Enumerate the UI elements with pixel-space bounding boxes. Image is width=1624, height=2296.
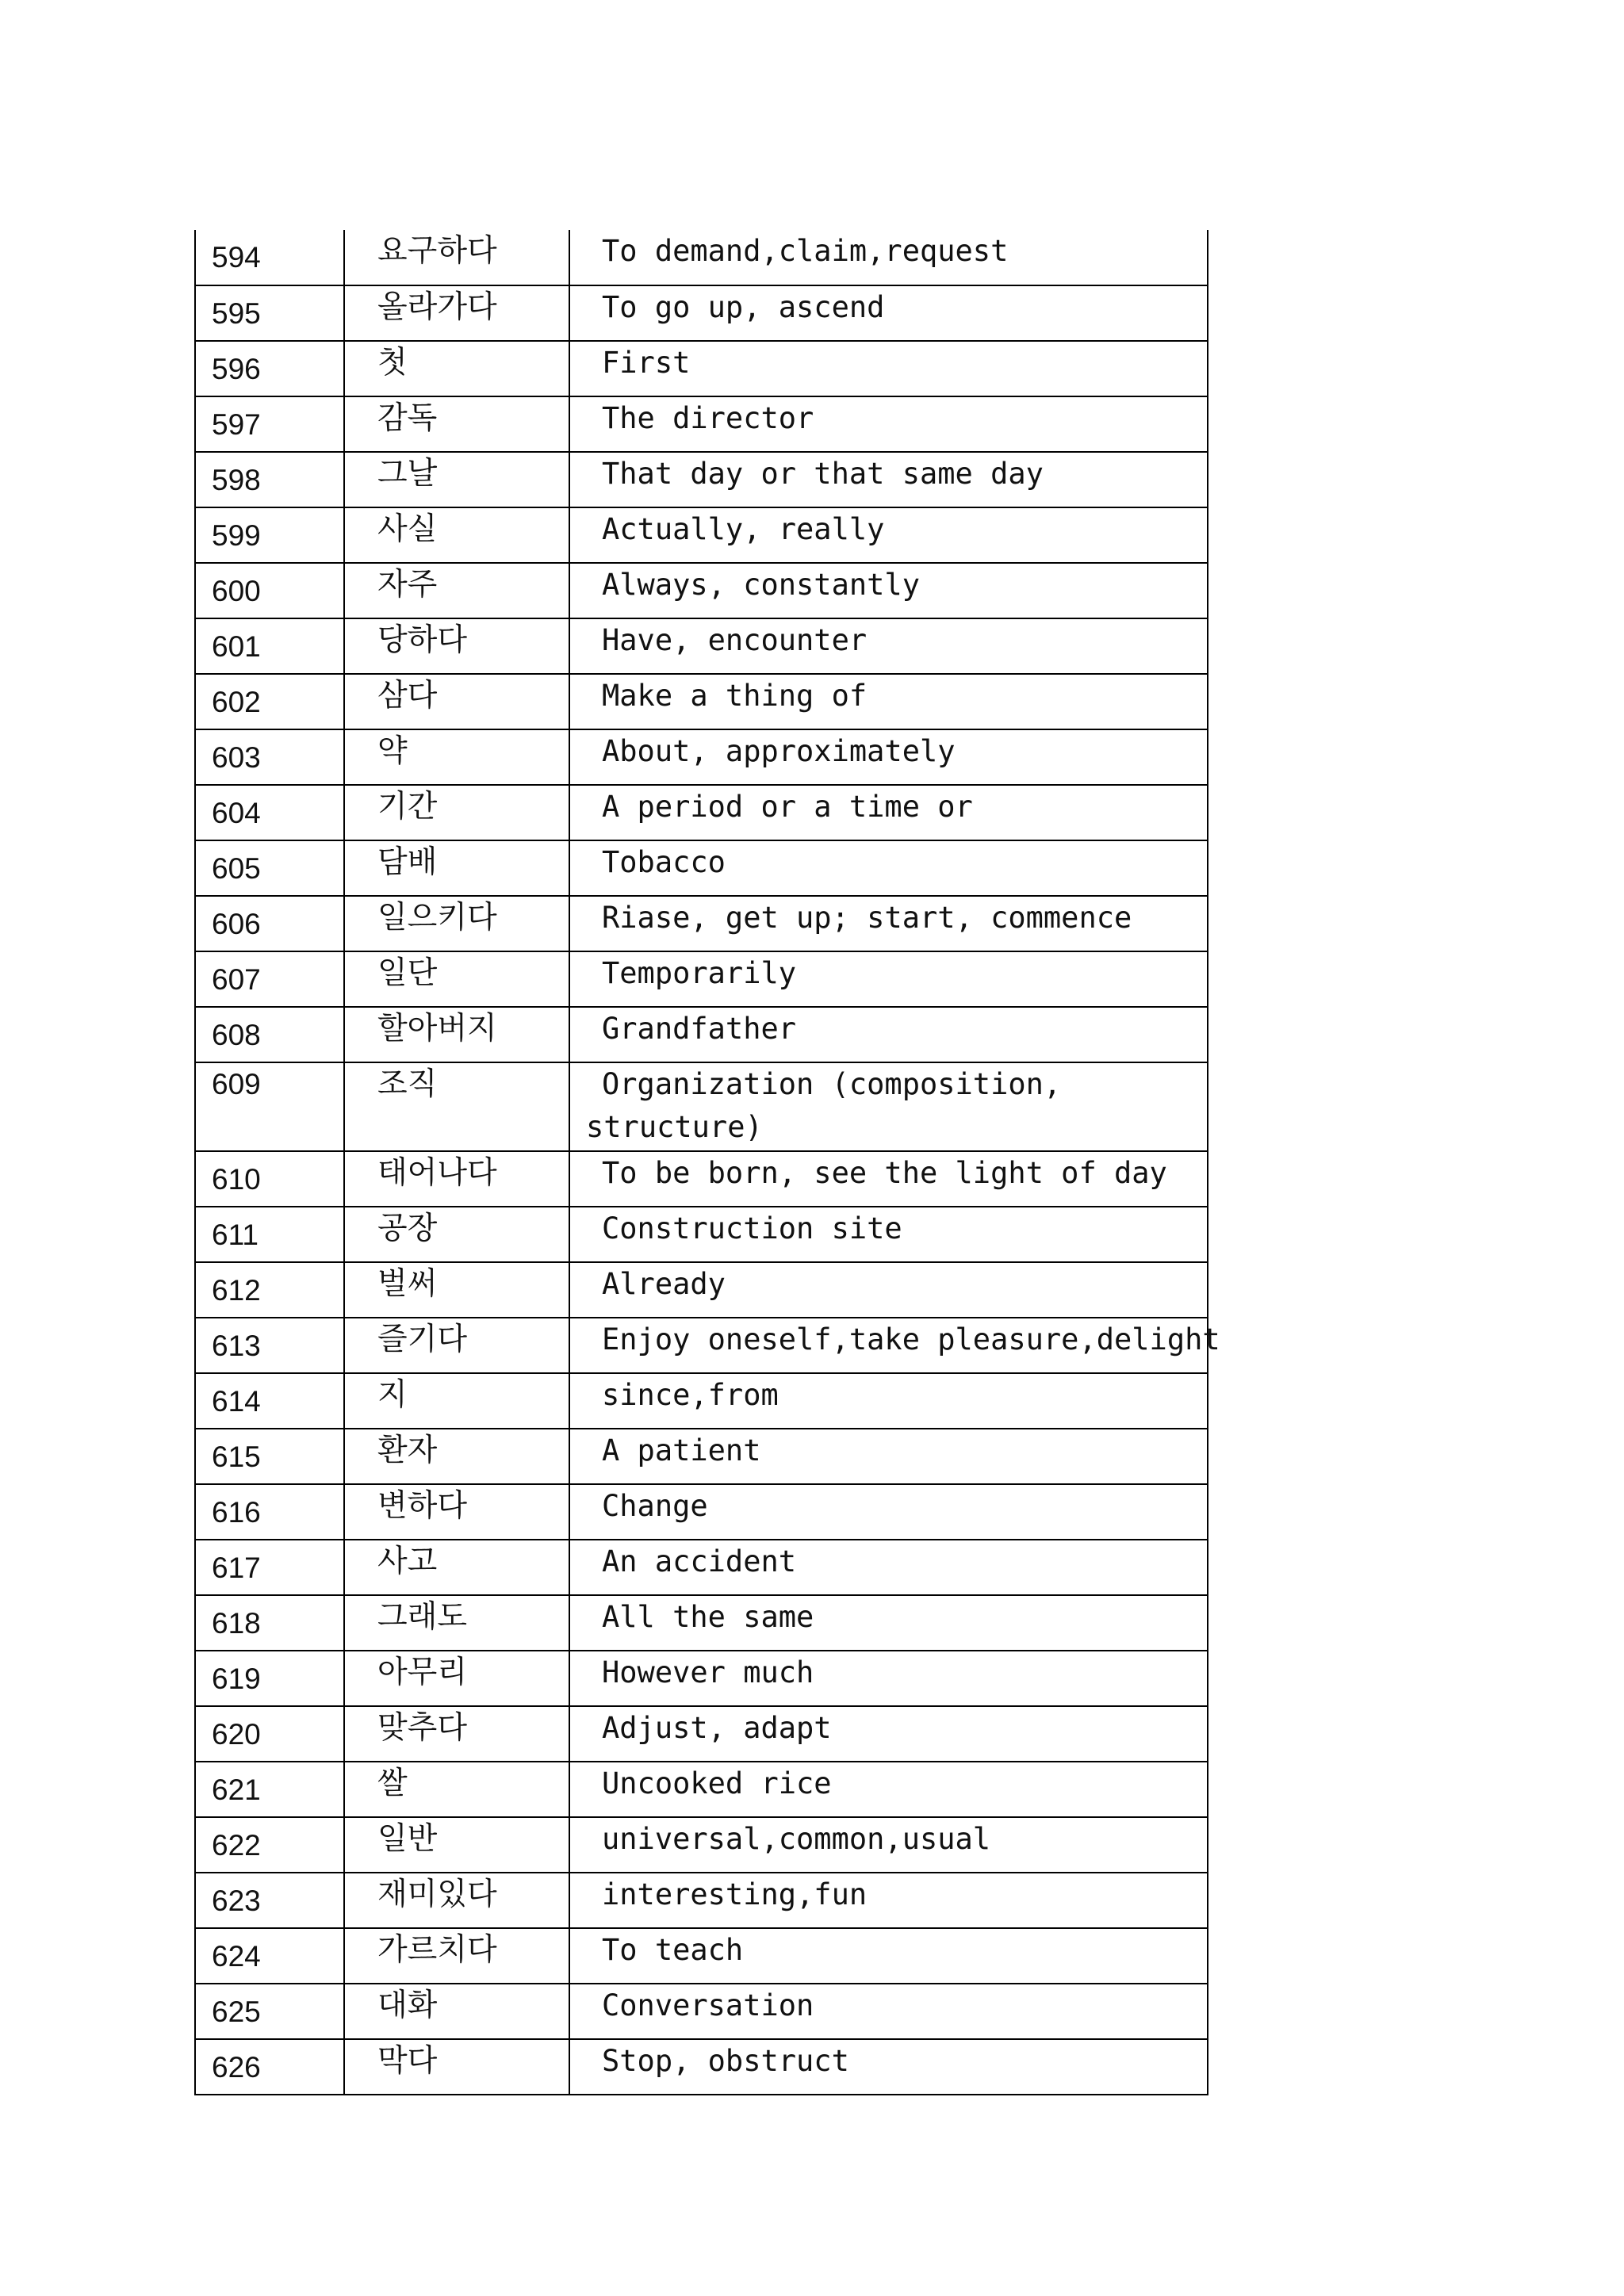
english-meaning: Actually, really [569,507,1208,563]
english-meaning: Tobacco [569,840,1208,896]
korean-word: 일으키다 [344,896,569,951]
english-meaning: That day or that same day [569,452,1208,507]
entry-number: 610 [195,1151,344,1207]
english-meaning: Have, encounter [569,618,1208,674]
korean-word: 그래도 [344,1595,569,1651]
table-row [195,1762,1208,1817]
english-meaning: Always, constantly [569,563,1208,618]
korean-word: 할아버지 [344,1007,569,1062]
korean-word: 사고 [344,1540,569,1595]
table-row [195,951,1208,1007]
entry-number: 625 [195,1984,344,2039]
entry-number: 620 [195,1706,344,1762]
table-row [195,896,1208,951]
table-row [195,1262,1208,1318]
korean-word: 재미있다 [344,1873,569,1928]
korean-word: 기간 [344,785,569,840]
vocabulary-table [194,230,1220,2095]
entry-number: 609 [195,1062,344,1151]
english-meaning: Riase, get up; start, commence [569,896,1208,951]
english-meaning: However much [569,1651,1208,1706]
table-row [195,1706,1208,1762]
entry-number: 626 [195,2039,344,2095]
english-meaning: Grandfather [569,1007,1208,1062]
entry-number: 615 [195,1429,344,1484]
table-row [195,1873,1208,1928]
english-meaning: An accident [569,1540,1208,1595]
korean-word: 올라가다 [344,285,569,341]
english-meaning: To teach [569,1928,1208,1984]
english-meaning: To be born, see the light of day [569,1151,1208,1207]
english-meaning: Adjust, adapt [569,1706,1208,1762]
english-meaning: Make a thing of [569,674,1208,729]
entry-number: 601 [195,618,344,674]
korean-word: 아무리 [344,1651,569,1706]
entry-number: 599 [195,507,344,563]
entry-number: 624 [195,1928,344,1984]
table-row [195,1207,1208,1262]
table-row [195,1484,1208,1540]
korean-word: 감독 [344,396,569,452]
entry-number: 598 [195,452,344,507]
korean-word: 변하다 [344,1484,569,1540]
english-meaning: Organization (composition, structure) [569,1062,1208,1151]
table-row [195,1928,1208,1984]
entry-number: 622 [195,1817,344,1873]
entry-number: 623 [195,1873,344,1928]
table-row [195,1651,1208,1706]
entry-number: 616 [195,1484,344,1540]
english-meaning: Temporarily [569,951,1208,1007]
table-row [195,840,1208,896]
table-row [195,1595,1208,1651]
korean-word: 환자 [344,1429,569,1484]
entry-number: 606 [195,896,344,951]
english-meaning: Change [569,1484,1208,1540]
entry-number: 605 [195,840,344,896]
korean-word: 맞추다 [344,1706,569,1762]
korean-word: 자주 [344,563,569,618]
table-row [195,396,1208,452]
korean-word: 당하다 [344,618,569,674]
english-meaning: Construction site [569,1207,1208,1262]
entry-number: 608 [195,1007,344,1062]
english-meaning: Uncooked rice [569,1762,1208,1817]
korean-word: 일단 [344,951,569,1007]
korean-word: 사실 [344,507,569,563]
table-row [195,341,1208,396]
entry-number: 600 [195,563,344,618]
entry-number: 604 [195,785,344,840]
entry-number: 611 [195,1207,344,1262]
entry-number: 595 [195,285,344,341]
entry-number: 594 [195,230,344,285]
table-row [195,2039,1208,2095]
entry-number: 618 [195,1595,344,1651]
table-row [195,1007,1208,1062]
entry-number: 621 [195,1762,344,1817]
vocabulary-table-body [195,230,1220,2095]
table-row [195,452,1208,507]
table-row [195,618,1208,674]
english-meaning: All the same [569,1595,1208,1651]
korean-word: 그날 [344,452,569,507]
table-row [195,1817,1208,1873]
english-meaning: About, approximately [569,729,1208,785]
table-row [195,729,1208,785]
entry-number: 612 [195,1262,344,1318]
table-row [195,230,1208,285]
english-meaning: Conversation [569,1984,1208,2039]
english-meaning: since,from [569,1373,1208,1429]
korean-word: 가르치다 [344,1928,569,1984]
table-row [195,1429,1208,1484]
entry-number: 603 [195,729,344,785]
entry-number: 607 [195,951,344,1007]
table-row [195,563,1208,618]
korean-word: 공장 [344,1207,569,1262]
table-row [195,1984,1208,2039]
english-meaning: First [569,341,1208,396]
korean-word: 막다 [344,2039,569,2095]
english-meaning: interesting,fun [569,1873,1208,1928]
english-meaning: The director [569,396,1208,452]
korean-word: 벌써 [344,1262,569,1318]
english-meaning: universal,common,usual [569,1817,1208,1873]
table-row [195,1373,1208,1429]
entry-number: 614 [195,1373,344,1429]
korean-word: 대화 [344,1984,569,2039]
entry-number: 596 [195,341,344,396]
korean-word: 즐기다 [344,1318,569,1373]
table-row [195,285,1208,341]
entry-number: 613 [195,1318,344,1373]
korean-word: 첫 [344,341,569,396]
entry-number: 619 [195,1651,344,1706]
english-meaning: A patient [569,1429,1208,1484]
table-row [195,1540,1208,1595]
korean-word: 약 [344,729,569,785]
english-meaning: To go up, ascend [569,285,1208,341]
entry-number: 602 [195,674,344,729]
english-meaning: Enjoy oneself,take pleasure,delight [569,1318,1208,1373]
korean-word: 쌀 [344,1762,569,1817]
entry-number: 597 [195,396,344,452]
table-row [195,507,1208,563]
korean-word: 일반 [344,1817,569,1873]
table-row [195,785,1208,840]
korean-word: 요구하다 [344,230,569,285]
entry-number: 617 [195,1540,344,1595]
table-row [195,1062,1208,1151]
korean-word: 담배 [344,840,569,896]
english-meaning: Already [569,1262,1208,1318]
table-row [195,674,1208,729]
english-meaning: A period or a time or [569,785,1208,840]
korean-word: 조직 [344,1062,569,1151]
english-meaning: To demand,claim,request [569,230,1208,285]
korean-word: 지 [344,1373,569,1429]
table-row [195,1151,1208,1207]
korean-word: 태어나다 [344,1151,569,1207]
english-meaning: Stop, obstruct [569,2039,1208,2095]
korean-word: 삼다 [344,674,569,729]
table-row [195,1318,1208,1373]
